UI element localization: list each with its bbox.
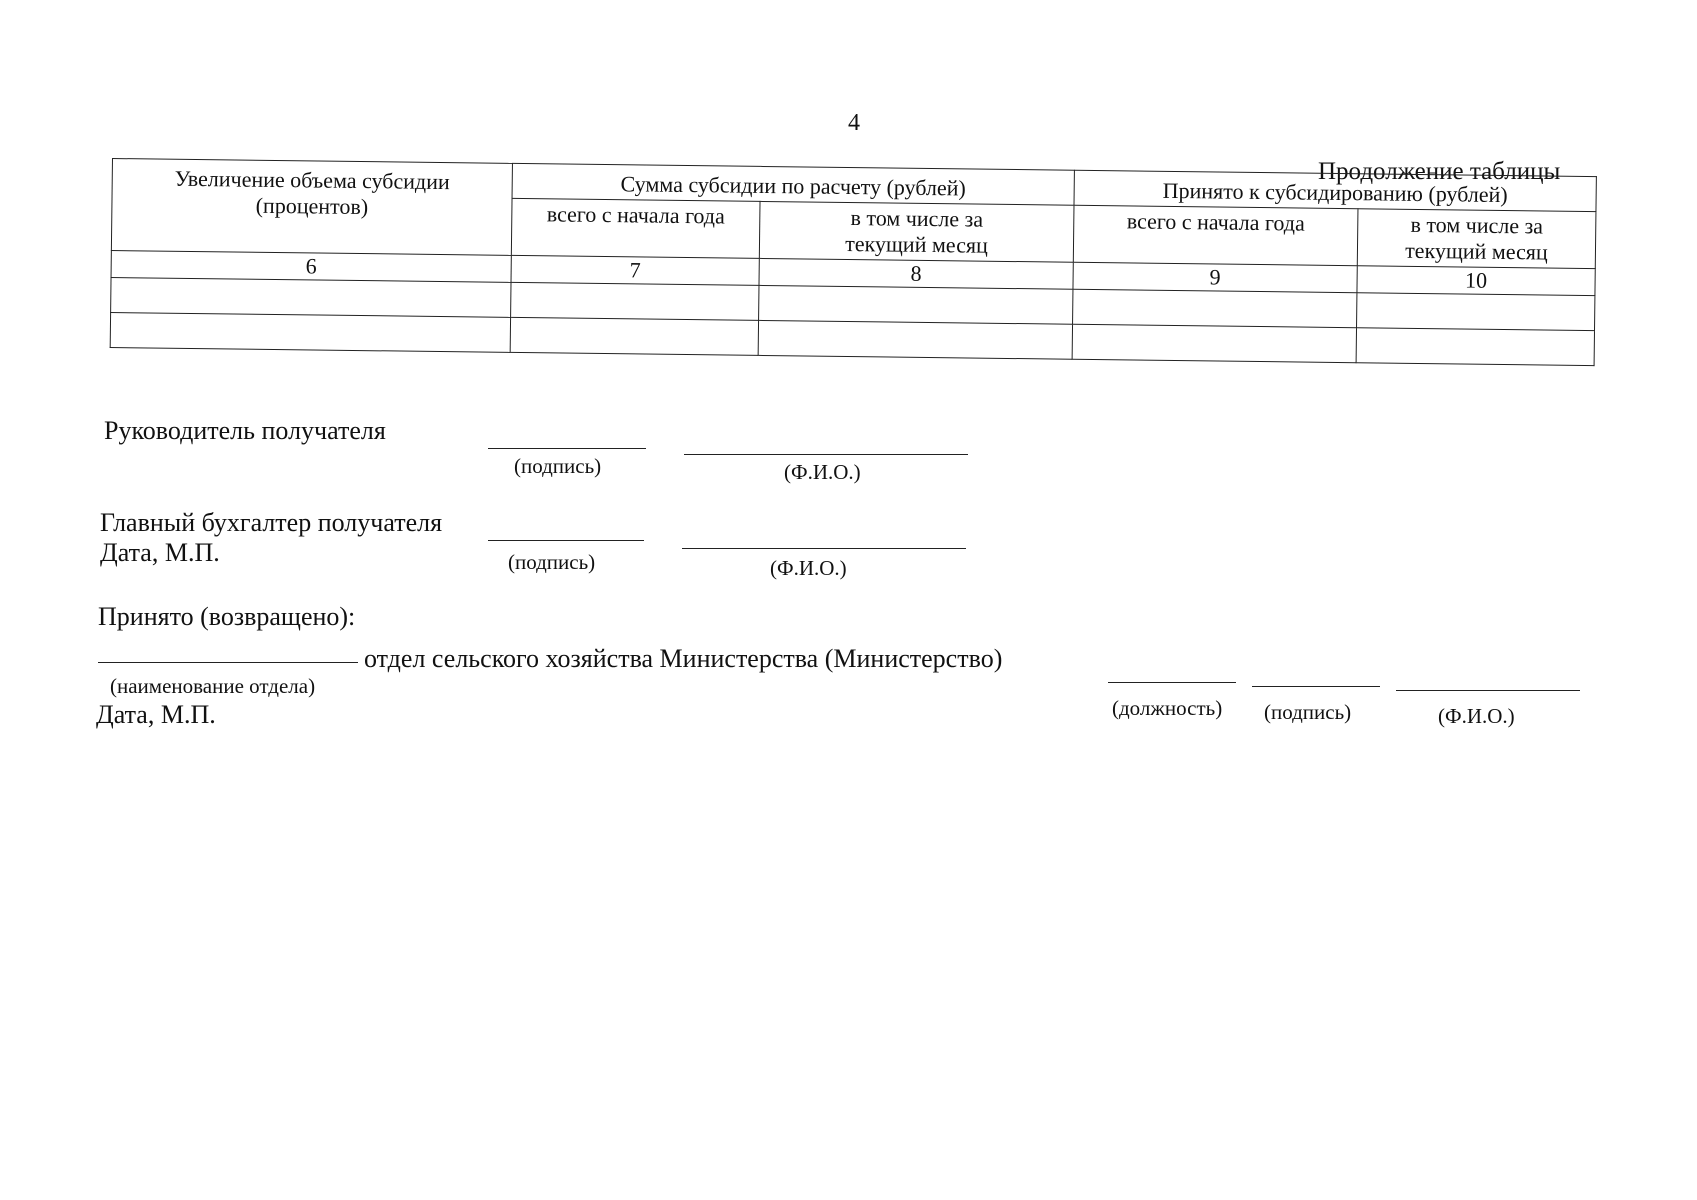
head-signature-line [488, 448, 646, 449]
position-line [1108, 682, 1236, 683]
header-accepted-since-year-start: всего с начала года [1073, 205, 1358, 265]
continuation-label: Продолжение таблицы [1318, 158, 1561, 185]
column-number: 7 [511, 255, 759, 285]
chief-accountant-signature-line [488, 540, 644, 541]
department-text: отдел сельского хозяйства Министерства (Министерство) [364, 644, 1003, 673]
table-cell [110, 312, 510, 352]
table-cell [510, 317, 758, 355]
page-number: 4 [848, 110, 860, 136]
chief-accountant-name-caption: (Ф.И.О.) [770, 556, 847, 580]
subsidy-table-container [110, 158, 1596, 366]
table-cell [1357, 293, 1595, 331]
accepted-signature-caption: (подпись) [1264, 700, 1352, 724]
chief-accountant-date-label: Дата, М.П. [100, 538, 220, 567]
table-cell [1073, 289, 1357, 327]
table-cell [111, 277, 511, 317]
table-cell [1072, 324, 1356, 362]
head-name-line [684, 454, 968, 455]
accepted-name-line [1396, 690, 1580, 691]
subsidy-table [110, 158, 1597, 366]
header-accepted-amount: Принято к субсидированию (рублей) [1074, 170, 1596, 211]
department-name-caption: (наименование отдела) [110, 674, 316, 698]
accepted-name-caption: (Ф.И.О.) [1438, 704, 1515, 728]
header-calc-current-month: в том числе за текущий месяц [759, 201, 1074, 262]
table-cell [511, 282, 759, 320]
table-cell [759, 285, 1073, 324]
head-signature-caption: (подпись) [514, 454, 602, 478]
column-number: 8 [759, 258, 1073, 289]
accepted-date-label: Дата, М.П. [96, 700, 216, 729]
table-cell [758, 320, 1072, 359]
table-cell [1356, 328, 1594, 366]
column-number: 6 [111, 250, 511, 282]
position-caption: (должность) [1112, 696, 1223, 720]
department-name-line [98, 662, 358, 663]
chief-accountant-label: Главный бухгалтер получателя [100, 508, 443, 537]
column-number: 10 [1357, 266, 1595, 296]
header-subsidy-increase: Увеличение объема субсидии (процентов) [111, 159, 512, 256]
chief-accountant-signature-caption: (подпись) [508, 550, 596, 574]
chief-accountant-name-line [682, 548, 966, 549]
head-name-caption: (Ф.И.О.) [784, 460, 861, 484]
accepted-signature-line [1252, 686, 1380, 687]
column-number: 9 [1073, 262, 1357, 292]
header-accepted-current-month: в том числе за текущий месяц [1357, 209, 1596, 269]
head-of-recipient-label: Руководитель получателя [104, 416, 386, 445]
header-calc-since-year-start: всего с начала года [511, 198, 760, 258]
header-calculated-amount: Сумма субсидии по расчету (рублей) [512, 163, 1074, 205]
accepted-label: Принято (возвращено): [98, 602, 356, 631]
